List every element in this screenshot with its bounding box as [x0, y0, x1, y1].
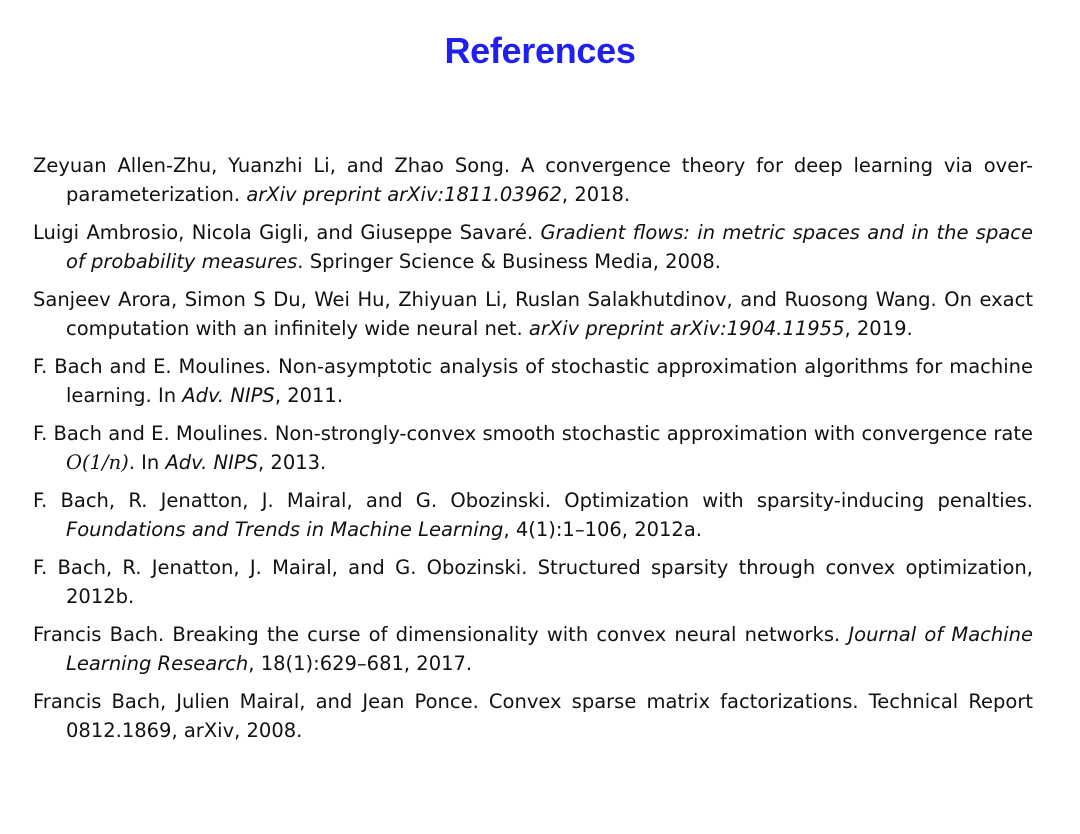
reference-item — [33, 620, 1033, 678]
reference-venue: Adv. NIPS — [165, 451, 259, 474]
reference-item — [33, 151, 1033, 209]
reference-item — [33, 687, 1033, 745]
reference-venue: arXiv preprint arXiv:1904.11955 — [528, 317, 845, 340]
reference-math: O(1/n) — [66, 451, 129, 474]
reference-item — [33, 486, 1033, 544]
reference-text: F. Bach and E. Moulines. Non-strongly-convex smooth stochastic approximation with convergence rate — [33, 422, 1033, 445]
reference-text: , 4(1):1–106, 2012a. — [503, 518, 702, 541]
reference-text: , 18(1):629–681, 2017. — [248, 652, 473, 675]
reference-venue: Journal of Machine Learning Research — [66, 623, 1033, 675]
reference-text: Francis Bach, Julien Mairal, and Jean Ponce. Convex sparse matrix factorizations. Technical Report 0812.1869, arXiv, 2008. — [33, 690, 1033, 742]
reference-text: , 2011. — [274, 384, 344, 407]
reference-venue: arXiv preprint arXiv:1811.03962 — [246, 183, 562, 206]
reference-text: F. Bach, R. Jenatton, J. Mairal, and G. Obozinski. Optimization with sparsity-inducing penalties. — [33, 489, 1033, 512]
reference-item — [33, 218, 1033, 276]
reference-text: Sanjeev Arora, Simon S Du, Wei Hu, Zhiyuan Li, Ruslan Salakhutdinov, and Ruosong Wang. On exact computation with an infinitely wide neural net. — [33, 288, 1033, 340]
reference-item — [33, 352, 1033, 410]
reference-text: . Springer Science & Business Media, 2008. — [297, 250, 722, 273]
reference-text: F. Bach and E. Moulines. Non-asymptotic analysis of stochastic approximation algorithms for machine learning. In — [33, 355, 1033, 407]
reference-text: , 2018. — [561, 183, 631, 206]
reference-text: F. Bach, R. Jenatton, J. Mairal, and G. Obozinski. Structured sparsity through convex optimization, 2012b. — [33, 556, 1033, 608]
slide-title: References — [444, 30, 636, 71]
reference-item — [33, 419, 1033, 477]
reference-text: Zeyuan Allen-Zhu, Yuanzhi Li, and Zhao Song. A convergence theory for deep learning via over-parameterization. — [33, 154, 1033, 206]
reference-list — [33, 151, 1033, 754]
reference-item — [33, 553, 1033, 611]
reference-text: . In — [128, 451, 166, 474]
reference-text: , 2019. — [844, 317, 913, 340]
reference-text: Francis Bach. Breaking the curse of dimensionality with convex neural networks. — [33, 623, 849, 646]
reference-venue: Foundations and Trends in Machine Learning — [66, 518, 504, 541]
reference-text: Luigi Ambrosio, Nicola Gigli, and Giuseppe Savaré. — [33, 221, 541, 244]
reference-venue: Gradient flows: in metric spaces and in the space of probability measures — [66, 221, 1034, 273]
reference-item — [33, 285, 1033, 343]
reference-venue: Adv. NIPS — [182, 384, 275, 407]
reference-text: , 2013. — [258, 451, 327, 474]
